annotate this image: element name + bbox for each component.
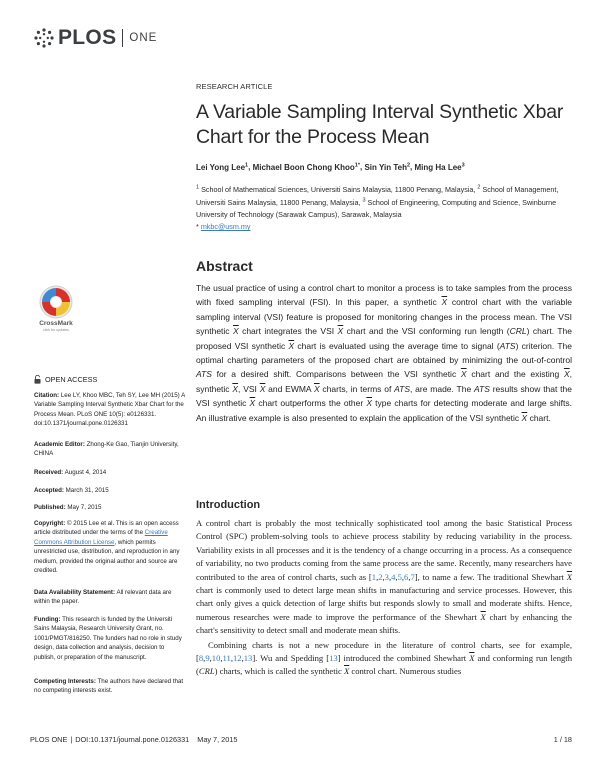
author-list: Lei Yong Lee$^1$, Michael Boon Chong Khoo$^{1*}$, Sin Yin Teh$^2$, Ming Ha Lee$^3$ — [196, 162, 465, 172]
crossmark-sub: click for updates — [43, 328, 69, 332]
accepted-date: Accepted: March 31, 2015 — [34, 487, 109, 494]
email-link[interactable]: mkbc@usm.my — [200, 222, 251, 231]
funding: Funding: This research is funded by the Universiti Sains Malaysia, Research University Grant, no. 1001/PMGT/816250. The funders had no role in study design, data collection and analysis, decision to publish, or preparation of the manuscript. — [34, 616, 182, 661]
author[interactable]: Michael Boon Chong Khoo$^{1*}$ — [252, 162, 360, 172]
affiliation: $^3$ School of Engineering, Computing and Science, Swinburne University of Technology (Sarawak Campus), Sarawak, Malaysia — [196, 197, 557, 219]
page-footer — [30, 735, 572, 744]
affiliations — [196, 183, 572, 220]
crossmark-label: CrossMark — [39, 320, 73, 327]
author[interactable]: Lei Yong Lee$^1$ — [196, 162, 249, 172]
abstract-heading: Abstract — [196, 258, 253, 274]
author[interactable]: Ming Ha Lee$^3$ — [414, 162, 465, 172]
corresponding-email: * mkbc@usm.my — [196, 222, 251, 231]
article-type: RESEARCH ARTICLE — [196, 82, 273, 91]
citation: Citation: Lee LY, Khoo MBC, Teh SY, Lee MH (2015) A Variable Sampling Interval Synthetic Xbar Chart for the Process Mean. PLoS ONE 10(5): e0126331. doi:10.1371/journal.pone.0126331 — [34, 392, 185, 428]
copyright: Copyright: © 2015 Lee et al. This is an open access article distributed under the terms of the Creative Commons Attribution License, which permits unrestricted use, distribution, and reproduction in any medium, provided the original author and source are credited. — [34, 520, 180, 575]
received-date: Received: August 4, 2014 — [34, 469, 107, 476]
author[interactable]: Sin Yin Teh$^2$ — [364, 162, 411, 172]
introduction-text — [196, 517, 572, 679]
abstract-text: The usual practice of using a control chart to monitor a process is to take samples from the process with fixed sampling interval (FSI). In this paper, a synthetic $\overline{X}$ control chart with the variable sampling interval (VSI) feature is proposed for monitoring changes in the process mean. The VSI synthetic $\overline{X}$ chart integrates the VSI $\overline{X}$ chart and the VSI conforming run length (CRL) chart. The proposed VSI synthetic $\overline{X}$ chart is evaluated using the average time to signal (ATS) criterion. The optimal charting parameters of the proposed chart are obtained by minimizing the out-of-control ATS for a desired shift. Comparisons between the VSI synthetic $\overline{X}$ chart and the existing $\overline{X}$, synthetic $\overline{X}$, VSI $\overline{X}$ and EWMA $\overline{X}$ charts, in terms of ATS, are made. The ATS results show that the VSI synthetic $\overline{X}$ chart outperforms the other $\overline{X}$ type charts for detecting moderate and large shifts. An illustrative example is also presented to explain the application of the VSI synthetic $\overline{X}$ chart. — [196, 283, 573, 423]
paragraph: Combining charts is not a new procedure in the literature of control charts, see for example, [8,9,10,11,12,13]. Wu and Spedding [13] introduced the combined Shewhart $\overline{X}$ and conforming run length (CRL) charts, which is called the synthetic $\overline{X}$ control chart. Numerous studies — [196, 639, 572, 677]
affiliation: $^2$ School of Management, Universiti Sains Malaysia, 11800 Penang, Malaysia, — [196, 185, 559, 208]
journal-name: PLOS — [58, 26, 117, 49]
introduction-heading: Introduction — [196, 499, 261, 511]
open-access-badge: OPEN ACCESS — [34, 375, 187, 384]
data-availability: Data Availability Statement: All relevant data are within the paper. — [34, 589, 172, 606]
license-link[interactable]: Creative Commons Attribution License — [34, 529, 168, 546]
open-lock-icon — [34, 375, 41, 384]
journal-logo — [33, 27, 157, 49]
logo-divider — [122, 29, 123, 47]
competing-interests: Competing Interests: The authors have declared that no competing interests exist. — [34, 678, 184, 695]
article-title: A Variable Sampling Interval Synthetic Xbar Chart for the Process Mean — [196, 101, 564, 148]
paragraph: A control chart is probably the most technically sophisticated tool among the basic Statistical Process Control (SPC) problem-solving tools to achieve process stability by reducing variability in the process. Variability exists in all processes and it is the tendency of a change occurring in a process. As a consequence of variability, no two products coming from the same process are the same. Recently, many researchers have contributed to the area of control charts, such as [1,2,3,4,5,6,7], to name a few. The traditional Shewhart $\overline{X}$ chart is commonly used to detect large mean shifts in manufacturing and service processes. However, this chart only gives a quick detection of large shifts but responds slowly to small and moderate shifts. Hence, numerous researches were made to improve the performance of the Shewhart $\overline{X}$ chart by enhancing the chart's sensitivity to detect small and moderate mean shifts. — [196, 518, 572, 636]
crossmark-icon[interactable] — [36, 284, 76, 320]
plos-logo-icon — [33, 27, 55, 49]
affiliation: $^1$ School of Mathematical Sciences, Universiti Sains Malaysia, 11800 Penang, Malaysia, — [196, 185, 476, 195]
published-date: Published: May 7, 2015 — [34, 504, 102, 511]
academic-editor: Academic Editor: Zhong-Ke Gao, Tianjin University, CHINA — [34, 441, 179, 458]
page-number: 1 / 18 — [553, 735, 572, 744]
journal-sub: ONE — [129, 32, 158, 44]
footer-citation: PLOS ONE | DOI:10.1371/journal.pone.0126331 May 7, 2015 — [30, 735, 238, 744]
